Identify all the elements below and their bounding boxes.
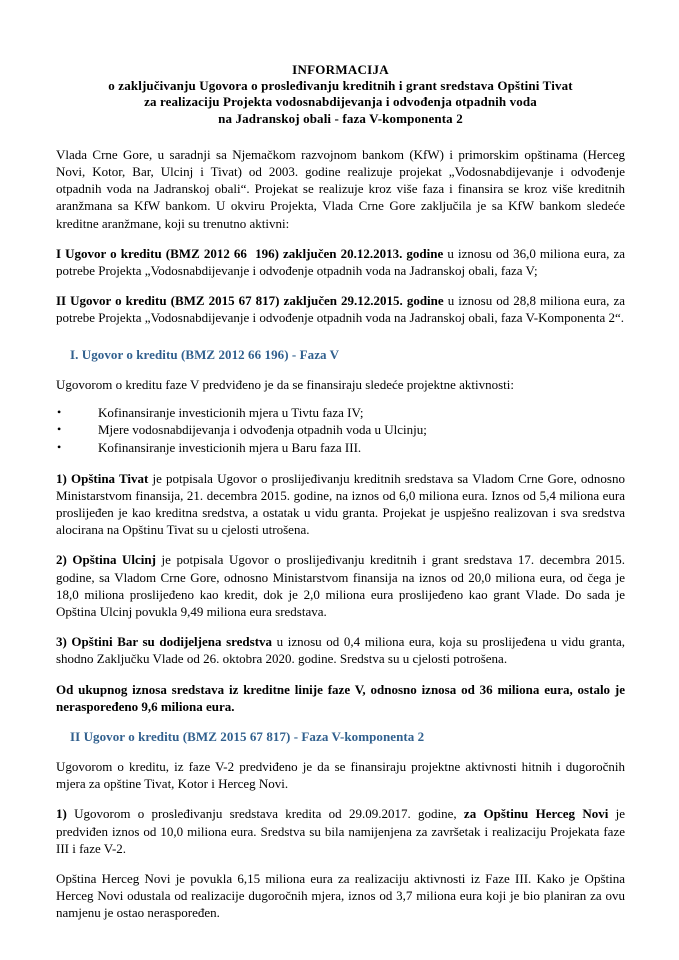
spacer — [56, 393, 625, 404]
credit-agreement-2 — [56, 292, 625, 326]
municipality-item-bar-lead: 3) Opštini Bar su dodijeljena sredstva — [56, 634, 273, 650]
title-line-1: INFORMACIJA — [292, 62, 389, 77]
spacer — [56, 668, 625, 681]
spacer — [56, 620, 625, 633]
intro-paragraph: Vlada Crne Gore, u saradnji sa Njemačkom razvojnom bankom (KfW) i primorskim opštinama (Herceg Novi, Kotor, Bar, Ulcinj i Tivat) od 2003. godine realizuje projekat „Vodosnabdijevanje i odvođenje otpadnih voda na Jadranskoj obali“. Projekat se realizuje kroz više faza i finansira se kroz više kreditnih aranžmana sa KfW bankom. U okviru Projekta, Vlada Crne Gore zaključila je sa KfW bankom sledeće kreditne aranžmane, koji su trenutno aktivni: — [56, 146, 625, 231]
list-item-label: Kofinansiranje investicionih mjera u Baru faza III. — [98, 440, 362, 456]
herceg-novi-item-rest: je predviđen iznos od 10,0 miliona eura. Sredstva su bila namijenjena za završetak i realizaciju Projekata faze III i faze V-2. — [56, 806, 626, 856]
list-item — [56, 439, 625, 457]
spacer — [56, 538, 625, 551]
municipality-item-ulcinj — [56, 551, 625, 620]
herceg-novi-item-mid: Ugovorom o prosleđivanju sredstava kredita od 29.09.2017. godine, — [66, 806, 464, 822]
spacer — [56, 857, 625, 870]
credit-agreement-1-rest: u iznosu od 36,0 miliona eura, za potrebe Projekta „Vodosnabdijevanje i odvođenje otpadnih voda na Jadranskoj obali, faza V; — [56, 245, 625, 279]
spacer — [56, 279, 625, 292]
herceg-novi-item-lead: 1) — [56, 806, 67, 822]
municipality-item-ulcinj-lead: 2) Opština Ulcinj — [56, 552, 156, 568]
bullet-icon: • — [57, 440, 62, 455]
title-line-2: o zaključivanju Ugovora o prosleđivanju kreditnih i grant sredstava Opštini Tivat — [108, 78, 573, 94]
credit-agreement-2-rest: u iznosu od 28,8 miliona eura, za potrebe Projekta „Vodosnabdijevanje i odvođenje otpadnih voda na Jadranskoj obali, faza V-Komponenta 2“. — [56, 293, 626, 326]
credit-agreement-1-lead: I Ugovor o kreditu (BMZ 2012 66 196) zaključen 20.12.2013. godine — [56, 245, 444, 261]
list-item — [56, 421, 625, 439]
title-line-3: za realizaciju Projekta vodosnabdijevanja i odvođenja otpadnih voda — [144, 94, 537, 110]
spacer — [56, 127, 625, 146]
section-heading-two: II Ugovor o kreditu (BMZ 2015 67 817) - Faza V-komponenta 2 — [70, 729, 425, 745]
bullet-icon: • — [57, 404, 62, 419]
credit-agreement-2-lead: II Ugovor o kreditu (BMZ 2015 67 817) zaključen 29.12.2015. godine — [56, 293, 444, 309]
spacer — [56, 457, 625, 470]
spacer — [56, 792, 625, 805]
municipality-item-ulcinj-rest: je potpisala Ugovor o proslijeđivanju kreditnih i grant sredstava 17. decembra 2015. godine, sa Vladom Crne Gore, odnosno Ministarstvom finansija na iznos od 20,0 miliona eura, od čega je 18,0 miliona proslijeđeno kao kredit, dok je 2,0 miliona eura proslijeđeno kao grant Vlade. Do sada je Opština Ulcinj povukla 9,49 miliona eura sredstava. — [56, 552, 625, 620]
credit-agreement-1 — [56, 245, 625, 279]
section-one-intro: Ugovorom o kreditu faze V predviđeno je da se finansiraju sledeće projektne aktivnosti: — [56, 376, 514, 392]
closing-paragraph: Opština Herceg Novi je povukla 6,15 miliona eura za realizaciju aktivnosti iz Faze III. Kako je Opština Herceg Novi odustala od realizacije dugoročnih mjera, iznos od 3,7 miliona eura koji je bio planiran za ovu namjenu je ostao neraspoređen. — [56, 871, 625, 921]
municipality-item-tivat-rest: je potpisala Ugovor o proslijeđivanju kreditnih sredstava sa Vladom Crne Gore, odnosno Ministarstvom finansija, 21. decembra 2015. godine, na iznos od 6,0 miliona eura. Iznos od 5,4 miliona eura proslijeđen je kao kreditna sredstva, a ostatak u vidu granta. Projekat je uspješno realizovan i sva sredstva alocirana na Opštinu Tivat su u cjelosti utrošena. — [56, 470, 625, 538]
municipality-item-bar-rest: u iznosu od 0,4 miliona eura, koja su proslijeđena u vidu granta, shodno Zaključku Vlade od 26. oktobra 2020. godine. Sredstva su u cjelosti potrošena. — [56, 634, 625, 667]
document-content — [56, 62, 625, 922]
section-two-intro: Ugovorom o kreditu, iz faze V-2 predviđeno je da se finansiraju projektne aktivnosti hitnih i dugoročnih mjera za opštine Tivat, Kotor i Herceg Novi. — [56, 759, 625, 792]
herceg-novi-item — [56, 805, 625, 857]
section-heading-one: I. Ugovor o kreditu (BMZ 2012 66 196) - Faza V — [70, 346, 340, 362]
spacer — [56, 232, 625, 245]
list-item — [56, 404, 625, 422]
section-one-summary: Od ukupnog iznosa sredstava iz kreditne linije faze V, odnosno iznosa od 36 miliona eura, ostalo je neraspoređeno 9,6 miliona eura. — [56, 681, 625, 714]
herceg-novi-item-emph: za Opštinu Herceg Novi — [463, 806, 609, 822]
municipality-item-tivat-lead: 1) Opština Tivat — [56, 470, 149, 486]
list-item-label: Kofinansiranje investicionih mjera u Tivtu faza IV; — [98, 404, 364, 420]
bullet-icon: • — [57, 422, 62, 437]
title-line-4: na Jadranskoj obali - faza V-komponenta 2 — [218, 110, 463, 126]
municipality-item-bar — [56, 633, 625, 667]
spacer — [56, 327, 625, 346]
municipality-item-tivat — [56, 470, 625, 539]
activities-list — [56, 404, 625, 457]
spacer — [56, 745, 625, 758]
document-title — [56, 62, 625, 127]
spacer — [56, 363, 625, 376]
list-item-label: Mjere vodosnabdijevanja i odvođenja otpadnih voda u Ulcinju; — [98, 422, 427, 438]
spacer — [56, 715, 625, 728]
